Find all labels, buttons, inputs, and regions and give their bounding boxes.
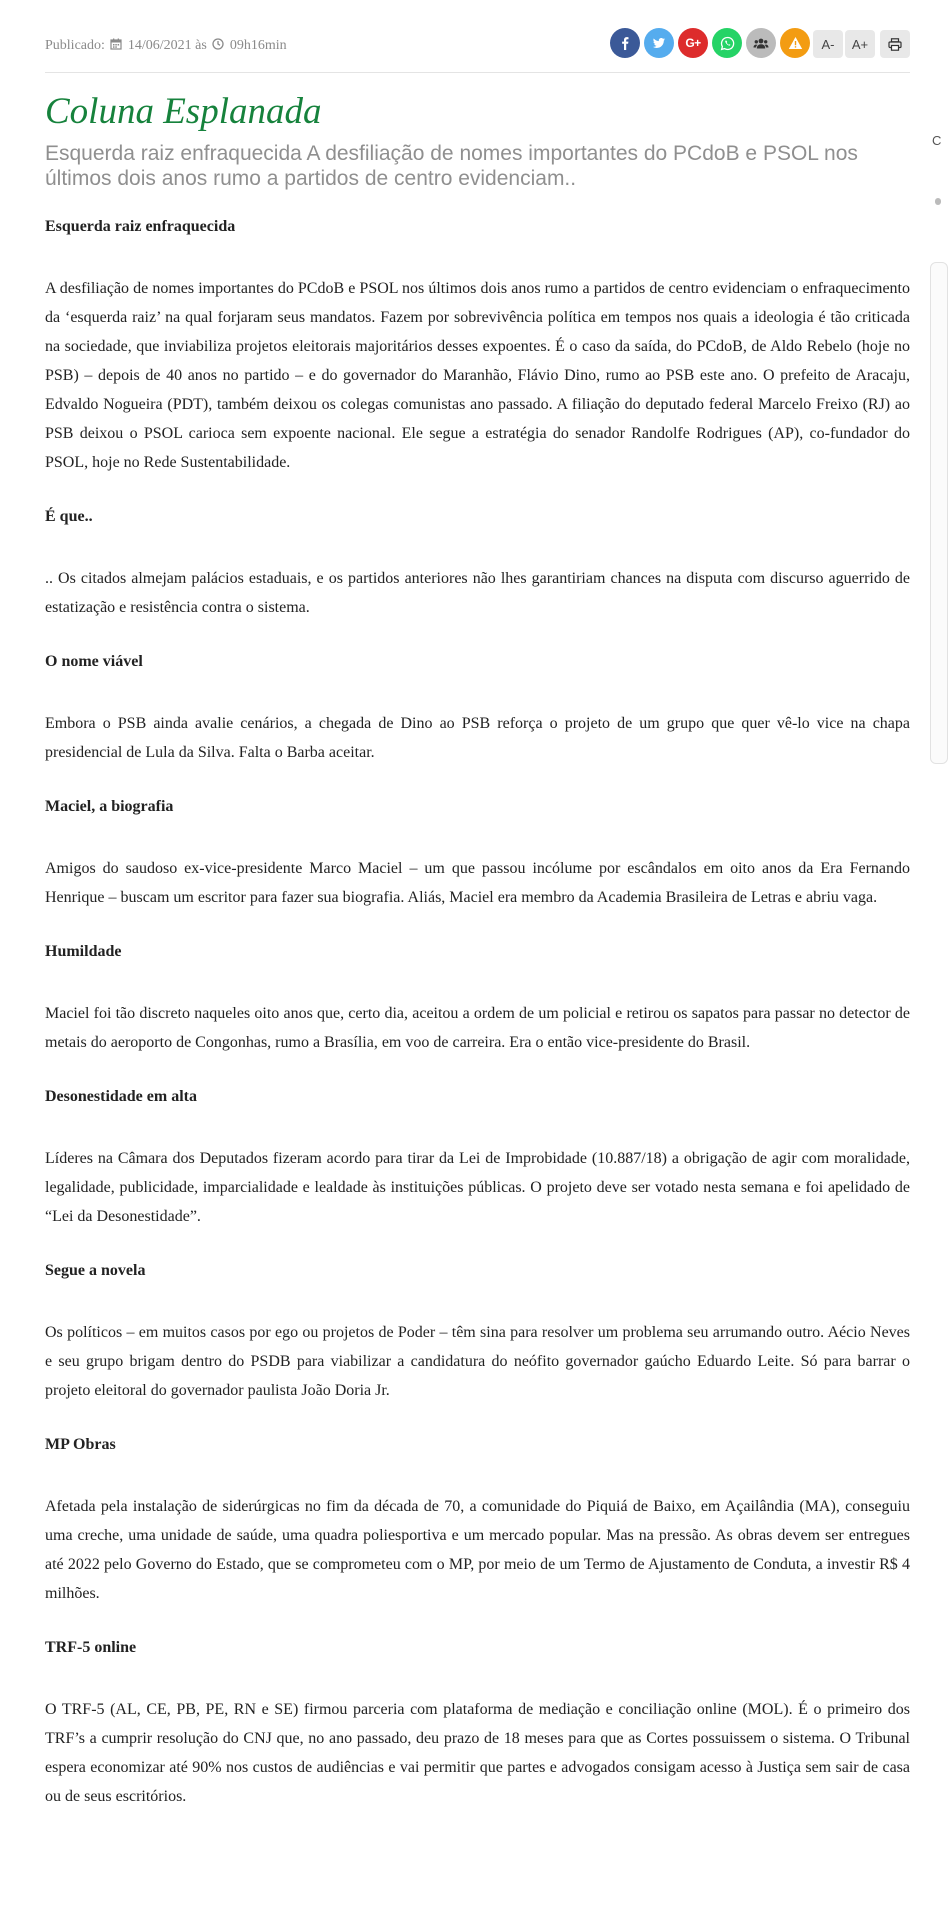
section-paragraph: Embora o PSB ainda avalie cenários, a chegada de Dino ao PSB reforça o projeto de um grupo que quer vê-lo vice na chapa presidencial de Lula da Silva. Falta o Barba aceitar. bbox=[45, 715, 910, 761]
users-group-icon bbox=[753, 37, 769, 50]
font-decrease-label: A- bbox=[821, 36, 835, 52]
sidebar-edge-bullet bbox=[935, 198, 941, 205]
section-heading: TRF-5 online bbox=[45, 1639, 137, 1656]
section-heading: Esquerda raiz enfraquecida bbox=[45, 218, 236, 235]
facebook-share-button[interactable] bbox=[610, 28, 640, 58]
article-body bbox=[45, 216, 910, 1811]
section-heading: Segue a novela bbox=[45, 1262, 146, 1279]
googleplus-icon: G+ bbox=[685, 36, 701, 50]
section-heading: O nome viável bbox=[45, 653, 143, 670]
published-info bbox=[45, 38, 287, 54]
print-icon bbox=[888, 38, 902, 51]
font-increase-label: A+ bbox=[851, 36, 869, 52]
published-label: Publicado: bbox=[45, 38, 105, 53]
twitter-share-button[interactable] bbox=[644, 28, 674, 58]
whatsapp-share-button[interactable] bbox=[712, 28, 742, 58]
section-paragraph: .. Os citados almejam palácios estaduais, e os partidos anteriores não lhes garantiriam chances na disputa com discurso aguerrido de estatização e resistência contra o sistema. bbox=[45, 570, 910, 616]
section-paragraph: Maciel foi tão discreto naqueles oito anos que, certo dia, aceitou a ordem de um policial e retirou os sapatos para passar no detector de metais do aeroporto de Congonhas, rumo a Brasília, em voo de carreira. Era o então vice-presidente do Brasil. bbox=[45, 1005, 910, 1051]
print-button[interactable] bbox=[880, 30, 910, 58]
published-time: 09h16min bbox=[229, 38, 287, 53]
calendar-icon bbox=[110, 38, 122, 50]
twitter-icon bbox=[652, 36, 666, 50]
column-title: Coluna Esplanada bbox=[45, 91, 322, 132]
share-toolbar bbox=[610, 28, 910, 62]
section-paragraph: A desfiliação de nomes importantes do PCdoB e PSOL nos últimos dois anos rumo a partidos de centro evidenciam o enfraquecimento da ‘esquerda raiz’ na qual forjaram seus mandatos. Fazem por sobrevivência política em tempos nos quais a ideologia é tão criticada na sociedade, que inviabiliza projetos eleitorais majoritários desses expoentes. É o caso da saída, do PCdoB, de Aldo Rebelo (hoje no PSB) – depois de 40 anos no partido – e do governador do Maranhão, Flávio Dino, rumo ao PSB este ano. O prefeito de Aracaju, Edvaldo Nogueira (PDT), também deixou os colegas comunistas ano passado. A filiação do deputado federal Marcelo Freixo (RJ) ao PSB deixou o PSOL carioca sem expoente nacional. Ele segue a estratégia do senador Randolfe Rodrigues (AP), co-fundador do PSOL, hoje no Rede Sustentabilidade. bbox=[45, 280, 910, 471]
section-heading: Maciel, a biografia bbox=[45, 798, 174, 815]
published-at: às bbox=[195, 38, 207, 53]
googleplus-share-button[interactable] bbox=[678, 28, 708, 58]
report-error-button[interactable] bbox=[780, 28, 810, 58]
section-heading: Desonestidade em alta bbox=[45, 1088, 197, 1105]
font-increase-button[interactable] bbox=[845, 30, 875, 58]
section-heading: Humildade bbox=[45, 943, 122, 960]
section-paragraph: Líderes na Câmara dos Deputados fizeram acordo para tirar da Lei de Improbidade (10.887/18) a obrigação de agir com moralidade, legalidade, publicidade, imparcialidade e lealdade às instituições públicas. O projeto deve ser votado nesta semana e foi apelidado de “Lei da Desonestidade”. bbox=[45, 1150, 910, 1225]
whatsapp-icon bbox=[720, 36, 735, 51]
article-meta-bar bbox=[45, 0, 910, 73]
clock-icon bbox=[212, 38, 224, 50]
sidebar-edge-letter: C bbox=[932, 133, 942, 148]
section-paragraph: Amigos do saudoso ex-vice-presidente Marco Maciel – um que passou incólume por escândalos em oito anos da Era Fernando Henrique – buscam um escritor para fazer sua biografia. Aliás, Maciel era membro da Academia Brasileira de Letras e abriu vaga. bbox=[45, 860, 910, 906]
font-decrease-button[interactable] bbox=[813, 30, 843, 58]
groups-share-button[interactable] bbox=[746, 28, 776, 58]
article-subtitle: Esquerda raiz enfraquecida A desfiliação de nomes importantes do PCdoB e PSOL nos últimos dois anos rumo a partidos de centro evidenciam.. bbox=[45, 142, 858, 190]
alert-icon bbox=[788, 36, 803, 50]
sidebar-edge-panel bbox=[930, 262, 948, 764]
section-paragraph: Os políticos – em muitos casos por ego ou projetos de Poder – têm sina para resolver um problema seu arrumando outro. Aécio Neves e seu grupo brigam dentro do PSDB para viabilizar a candidatura do neófito governador gaúcho Eduardo Leite. Só para barrar o projeto eleitoral do governador paulista João Doria Jr. bbox=[45, 1324, 910, 1399]
section-heading: MP Obras bbox=[45, 1436, 116, 1453]
published-date: 14/06/2021 bbox=[127, 38, 192, 53]
section-heading: É que.. bbox=[45, 508, 93, 525]
section-paragraph: O TRF-5 (AL, CE, PB, PE, RN e SE) firmou parceria com plataforma de mediação e conciliação online (MOL). É o primeiro dos TRF’s a cumprir resolução do CNJ que, no ano passado, deu prazo de 18 meses para que as Cortes possuissem o sistema. O Tribunal espera economizar até 90% nos custos de audiências e vai permitir que partes e advogados consigam acesso à Justiça sem sair de casa ou de seus escritórios. bbox=[45, 1701, 910, 1805]
article-page bbox=[45, 0, 910, 1805]
section-paragraph: Afetada pela instalação de siderúrgicas no fim da década de 70, a comunidade do Piquiá de Baixo, em Açailândia (MA), conseguiu uma creche, uma unidade de saúde, uma quadra poliesportiva e um mercado popular. Mas na pressão. As obras devem ser entregues até 2022 pelo Governo do Estado, que se comprometeu com o MP, por meio de um Termo de Ajustamento de Conduta, a investir R$ 4 milhões. bbox=[45, 1498, 910, 1602]
facebook-icon bbox=[618, 36, 632, 50]
